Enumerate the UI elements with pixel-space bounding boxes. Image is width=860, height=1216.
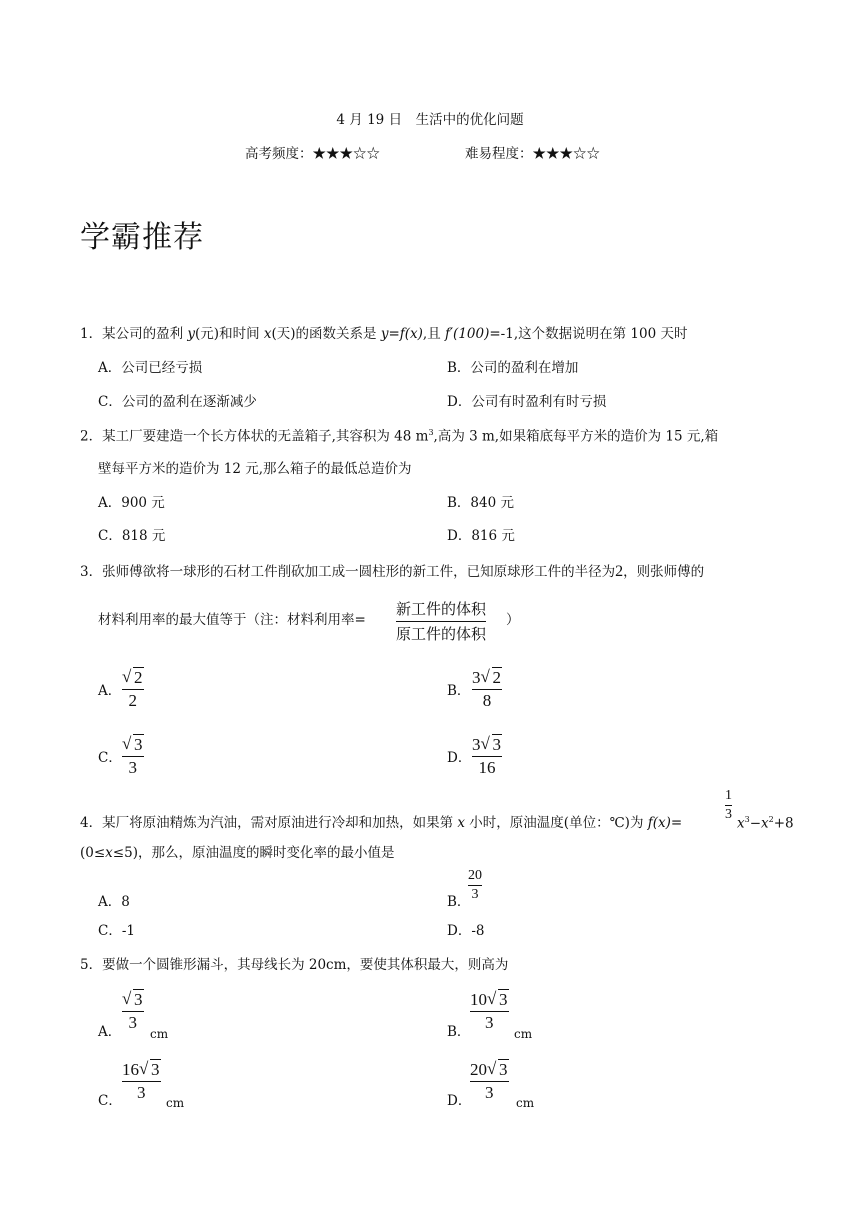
q5-d-unit: cm [516,1096,535,1110]
q4-coef-numerator: 1 [725,788,732,803]
q1-text: 1．某公司的盈利 [80,326,188,342]
q4-text: ≤5)，那么，原油温度的瞬时变化率的最小值是 [112,845,395,861]
q4-option-b-label: B． [447,894,471,910]
q4-text: 小时，原油温度(单位：℃)为 [465,815,648,831]
q2-option-a: A．900 元 [98,495,165,511]
q1-option-a: A．公司已经亏损 [98,360,203,376]
q1-var-y: y [187,326,196,342]
q4-b-denominator: 3 [471,887,479,902]
q1-var-x: x [263,326,272,342]
q5-c-radicand: 3 [151,1060,160,1079]
q1-text: (元)和时间 [195,326,264,342]
q2-option-d: D．816 元 [447,528,515,544]
q3-d-coef: 3 [472,735,481,754]
q5-b-coef: 10 [470,990,487,1009]
q4-text: 4．某厂将原油精炼为汽油，需对原油进行冷却和加热，如果第 [80,815,458,831]
q2-superscript: 3 [428,428,434,437]
q3-d-denominator: 16 [478,758,496,777]
question-4-stem-line2 [80,845,394,861]
q3-b-radicand: 2 [492,668,501,687]
fraction-bar [470,1011,509,1012]
q3-text: 3．张师傅欲将一球形的石材工件削砍加工成一圆柱形的新工件，已知原球形工件的半径为 [80,564,616,580]
q5-option-d-label: D． [447,1093,472,1109]
q4-var-x: x [737,815,745,832]
fraction-bar [122,1011,144,1012]
question-3-stem-line2a: 材料利用率的最大值等于（注：材料利用率= [98,612,366,628]
q3-fraction-numerator: 新工件的体积 [396,600,487,618]
q5-b-denominator: 3 [485,1013,494,1032]
question-1-stem [80,326,687,342]
frequency-stars: ★★★☆☆ [312,146,380,162]
q3-radius: 2 [615,563,624,580]
q3-d-radicand: 3 [492,735,501,754]
fraction-bar [122,756,144,757]
q4-equals: = [670,815,683,831]
q4-var-x: x [457,815,466,831]
q3-c-radicand: 3 [134,735,143,754]
q3-b-denominator: 8 [482,691,492,710]
fraction-bar [725,805,732,806]
q3-utilization-fraction [396,598,486,645]
fraction-bar [472,689,502,690]
q4-option-b-fraction [468,868,482,903]
q5-a-denominator: 3 [128,1013,137,1032]
q4-option-d: D．-8 [447,923,485,939]
section-title: 学霸推荐 [80,220,204,255]
fraction-bar [122,1081,161,1082]
q4-text: (0≤ [80,845,106,861]
q1-text: ,且 [422,326,445,342]
q5-option-a-fraction: √ 3 3 [122,989,143,1032]
q5-c-denominator: 3 [137,1083,146,1102]
q4-var-x: x [105,845,113,861]
q3-text: ，则张师傅的 [623,564,705,580]
q3-option-c-label: C． [98,750,122,766]
fraction-bar [468,885,482,886]
q4-coef-denominator: 3 [725,807,732,822]
q5-a-radicand: 3 [134,990,143,1009]
q5-option-c-label: C． [98,1093,122,1109]
q3-a-radicand: 2 [134,668,143,687]
q5-option-b-label: B． [447,1024,471,1040]
q1-option-d: D．公司有时盈利有时亏损 [447,394,607,410]
q5-b-unit: cm [514,1027,533,1041]
q3-option-a-label: A． [98,683,122,699]
q4-coefficient-fraction [725,788,732,823]
q3-c-denominator: 3 [128,758,137,777]
fraction-bar [470,1081,509,1082]
q5-b-radicand: 3 [499,990,508,1009]
q5-option-a-label: A． [98,1024,122,1040]
difficulty-rating [465,146,600,162]
q1-text: =-1,这个数据说明在第 100 天时 [489,326,688,342]
q5-c-coef: 16 [122,1060,139,1079]
q2-text: ,高为 3 m,如果箱底每平方米的造价为 15 元,箱 [433,428,719,445]
question-4-stem-line1 [80,815,682,831]
q5-option-c-fraction: 16 √ 3 3 [122,1059,160,1102]
question-3-stem-line2b: ） [506,612,520,628]
q4-polynomial [737,815,794,832]
question-5-stem: 5．要做一个圆锥形漏斗，其母线长为 20cm，要使其体积最大，则高为 [80,957,509,973]
q1-function: y=f(x) [380,326,423,342]
q5-c-unit: cm [166,1096,185,1110]
q2-text: 2．某工厂要建造一个长方体状的无盖箱子,其容积为 48 m [80,428,429,445]
q3-option-d-label: D． [447,750,472,766]
q5-d-denominator: 3 [485,1083,494,1102]
q3-option-b-fraction: 3 √ 2 8 [472,667,501,710]
q3-fraction-denominator: 原工件的体积 [396,625,487,643]
fraction-bar [122,689,144,690]
difficulty-stars: ★★★☆☆ [532,146,600,162]
q4-function: f(x) [647,815,671,831]
q5-d-radicand: 3 [499,1060,508,1079]
frequency-rating [245,146,380,162]
q4-b-numerator: 20 [468,868,482,883]
frequency-label: 高考频度： [245,146,313,162]
q3-option-a-fraction: √ 2 2 [122,667,143,710]
q1-option-b: B．公司的盈利在增加 [447,360,579,376]
q4-exponent: 2 [768,815,774,824]
q5-a-unit: cm [150,1027,169,1041]
question-3-stem-line1 [80,562,704,581]
q1-derivative: f′(100) [445,326,490,342]
q2-option-b: B．840 元 [447,495,514,511]
q1-text: (天)的函数关系是 [271,326,381,342]
fraction-bar [472,756,502,757]
difficulty-label: 难易程度： [465,146,533,162]
q5-d-coef: 20 [470,1060,487,1079]
q4-minus: − [749,815,762,832]
q3-option-b-label: B． [447,683,471,699]
q5-option-d-fraction: 20 √ 3 3 [470,1059,508,1102]
q2-option-c: C．818 元 [98,528,166,544]
question-2-stem-line2: 壁每平方米的造价为 12 元,那么箱子的最低总造价为 [98,461,412,477]
q3-option-d-fraction: 3 √ 3 16 [472,734,501,777]
q4-option-a: A．8 [98,894,130,910]
q1-option-c: C．公司的盈利在逐渐减少 [98,394,257,410]
q5-option-b-fraction: 10 √ 3 3 [470,989,508,1032]
q4-exponent: 3 [744,815,750,824]
fraction-bar [396,621,486,622]
q4-constant: +8 [773,815,794,832]
q3-b-coef: 3 [472,668,481,687]
q4-var-x: x [761,815,769,832]
date-title: 4 月 19 日 生活中的优化问题 [336,112,524,128]
q3-option-c-fraction: √ 3 3 [122,734,143,777]
question-2-stem-line1 [80,428,718,445]
q4-option-c: C．-1 [98,923,135,939]
q3-a-denominator: 2 [128,691,137,710]
